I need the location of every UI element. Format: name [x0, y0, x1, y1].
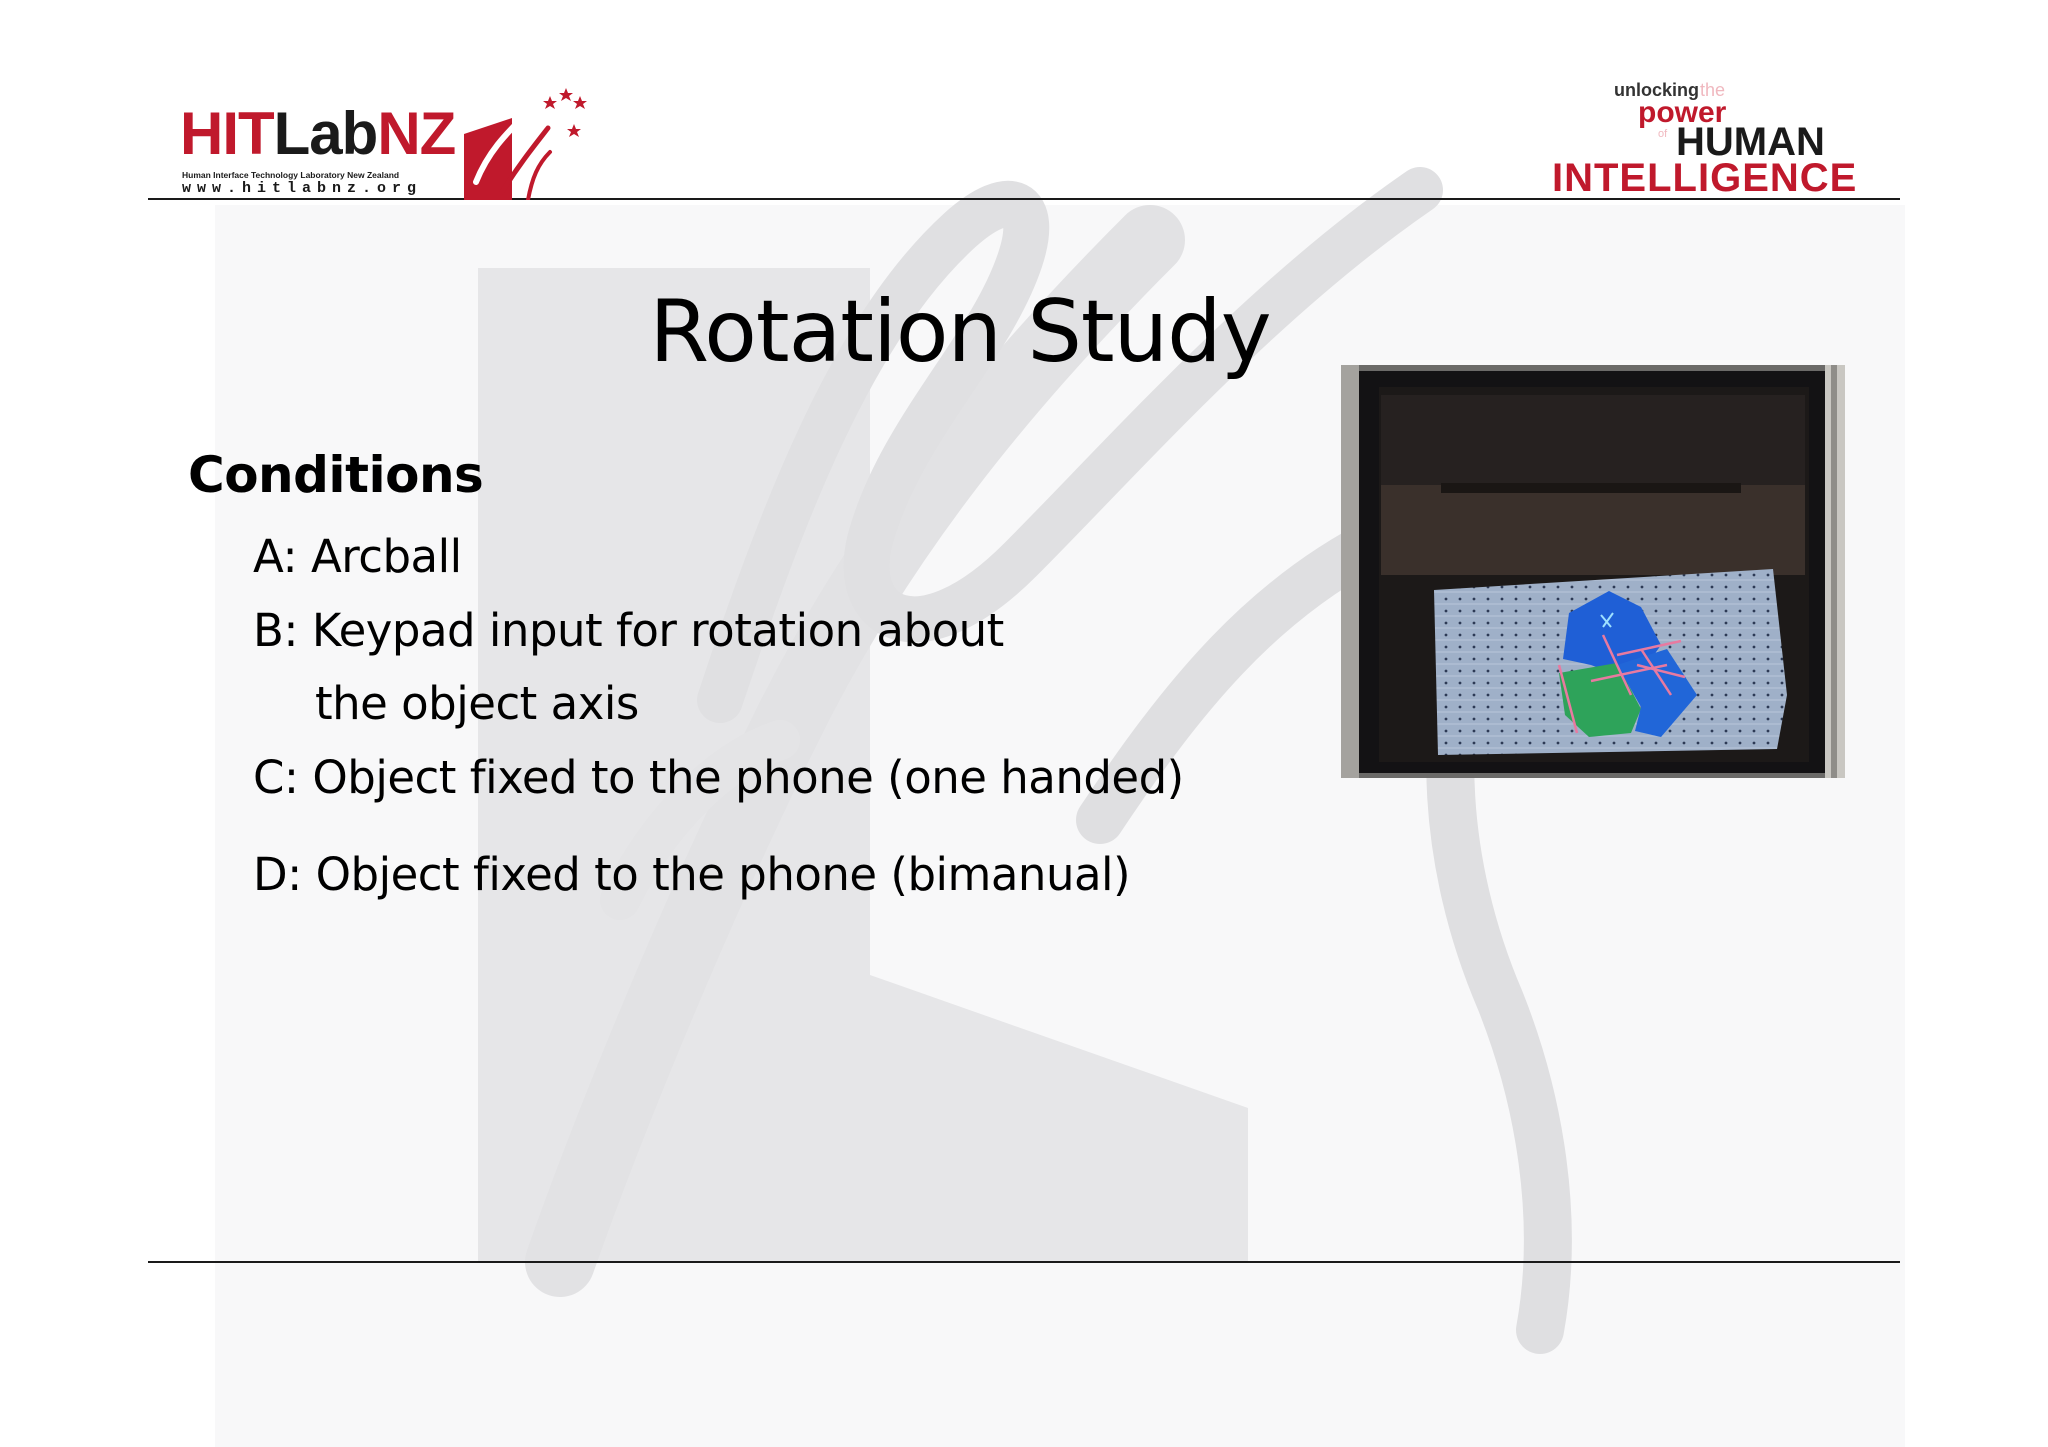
logo-nz-text: NZ — [377, 100, 456, 167]
condition-c: C: Object fixed to the phone (one handed) — [253, 751, 1184, 804]
logo-hit-text: HIT — [180, 100, 274, 167]
condition-a: A: Arcball — [253, 530, 462, 583]
hitlabnz-mark-icon — [462, 82, 592, 200]
logo-unlocking-text: unlocking — [1614, 80, 1699, 100]
footer-divider — [148, 1261, 1900, 1263]
condition-d: D: Object fixed to the phone (bimanual) — [253, 848, 1131, 901]
phone-screen-photo — [1341, 365, 1845, 778]
logo-human-text: HUMAN — [1676, 120, 1825, 164]
hitlabnz-logo — [176, 82, 596, 200]
logo-lab-text: Lab — [273, 100, 378, 167]
conditions-heading: Conditions — [188, 446, 484, 504]
hitlabnz-wordmark — [180, 100, 456, 167]
slide-title: Rotation Study — [649, 282, 1271, 382]
condition-b: B: Keypad input for rotation about — [253, 604, 1004, 657]
logo-tagline: Human Interface Technology Laboratory New Zealand — [182, 170, 400, 180]
condition-b-continued: the object axis — [315, 677, 639, 730]
logo-url: www.hitlabnz.org — [182, 180, 423, 197]
logo-the-text: the — [1700, 80, 1726, 100]
logo-intelligence-text: INTELLIGENCE — [1552, 156, 1858, 200]
logo-of-text: of — [1658, 128, 1668, 140]
logo-power-text: power — [1638, 96, 1727, 129]
unlocking-human-intelligence-logo — [1548, 80, 1888, 200]
